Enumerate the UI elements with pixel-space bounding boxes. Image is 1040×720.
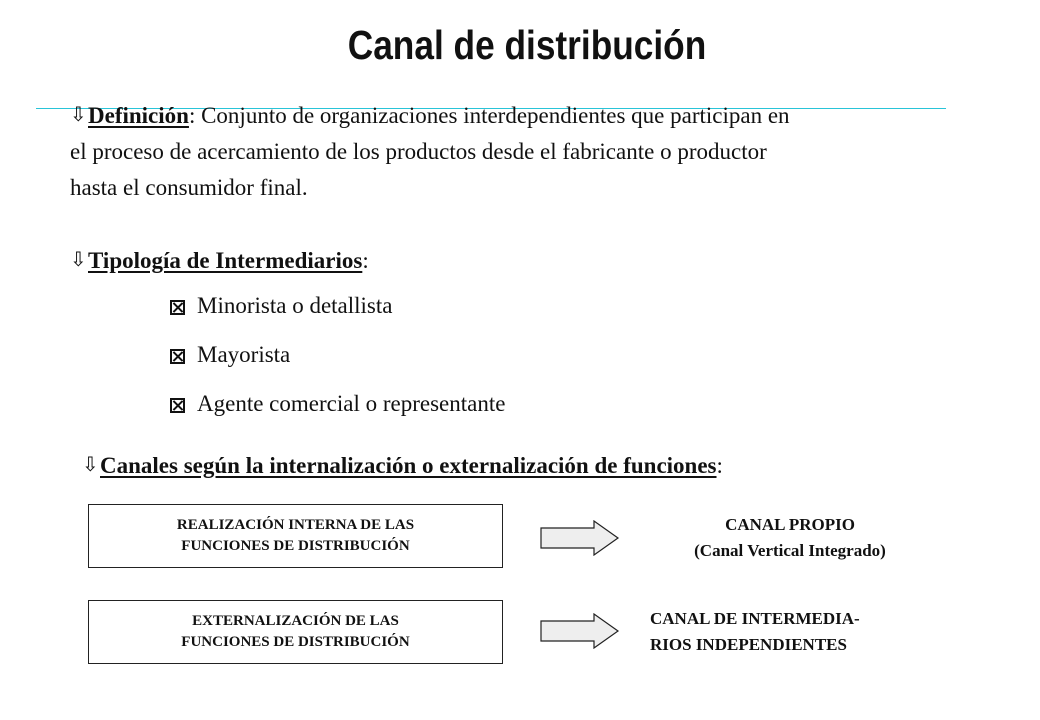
checkbox-x-icon: [170, 300, 185, 315]
result-line: CANAL DE INTERMEDIA-: [650, 609, 860, 628]
channels-section: [82, 446, 723, 484]
channels-label: Canales según la internalización o externalización de funciones: [100, 453, 717, 478]
checkbox-x-icon: [170, 398, 185, 413]
box-line: FUNCIONES DE DISTRIBUCIÓN: [181, 634, 410, 650]
right-arrow-icon: [540, 520, 620, 556]
typology-item: [170, 391, 505, 417]
channels-colon: :: [716, 453, 723, 478]
own-channel-result: [640, 512, 940, 564]
bullet-icon: ⇩: [82, 452, 99, 476]
bullet-icon: ⇩: [70, 247, 87, 271]
definition-text-line2: el proceso de acercamiento de los productos desde el fabricante o productor: [70, 139, 767, 164]
bullet-icon: ⇩: [70, 102, 87, 126]
right-arrow-icon: [540, 613, 620, 649]
box-line: FUNCIONES DE DISTRIBUCIÓN: [181, 538, 410, 554]
internal-functions-box: [88, 504, 503, 568]
result-line: CANAL PROPIO: [725, 515, 855, 534]
definition-text-line3: hasta el consumidor final.: [70, 175, 308, 200]
typology-label: Tipología de Intermediarios: [88, 248, 363, 273]
box-line: EXTERNALIZACIÓN DE LAS: [192, 613, 399, 629]
checkbox-x-icon: [170, 349, 185, 364]
typology-item: [170, 293, 392, 319]
typology-item-label: Minorista o detallista: [197, 293, 393, 318]
definition-colon: :: [188, 103, 196, 128]
definition-label: Definición: [88, 103, 189, 128]
typology-item-label: Agente comercial o representante: [197, 391, 506, 416]
slide-title: Canal de distribución: [347, 22, 707, 68]
independent-channel-result: [650, 606, 860, 658]
box-line: REALIZACIÓN INTERNA DE LAS: [176, 517, 415, 533]
definition-text-line1: Conjunto de organizaciones interdependientes que participan en: [195, 103, 790, 128]
definition-section: [70, 96, 1010, 206]
result-line: RIOS INDEPENDIENTES: [650, 635, 847, 654]
result-line: (Canal Vertical Integrado): [694, 541, 886, 560]
typology-section: [70, 241, 369, 279]
typology-item-label: Mayorista: [197, 342, 291, 367]
typology-colon: :: [362, 248, 369, 273]
external-functions-box: [88, 600, 503, 664]
typology-item: [170, 342, 290, 368]
